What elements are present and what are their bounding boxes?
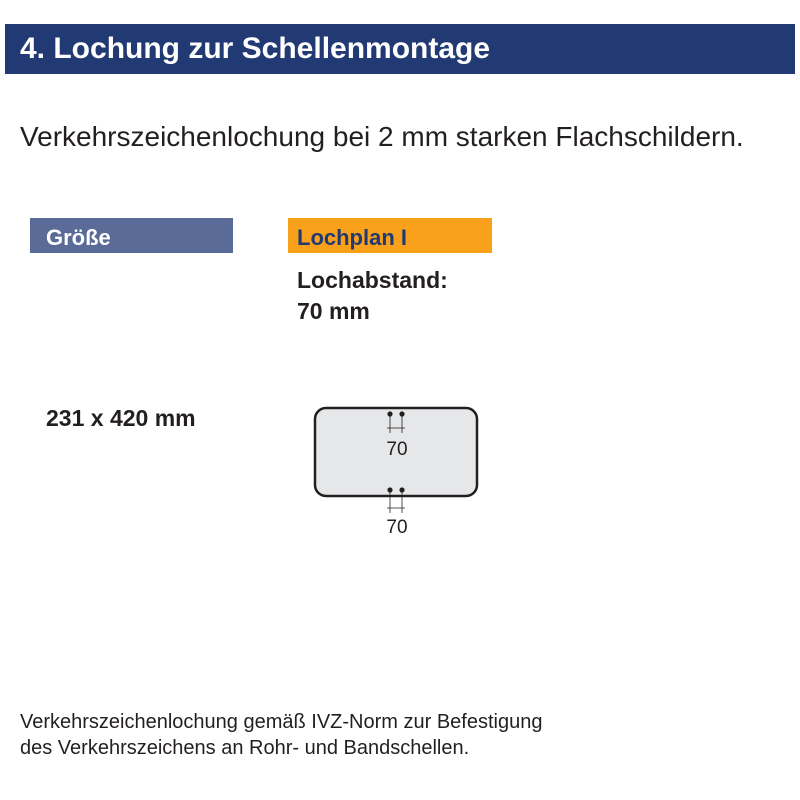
footer-note: [20, 709, 542, 761]
subtitle: Verkehrszeichenlochung bei 2 mm starken Flachschildern.: [20, 121, 744, 152]
top-dimension-label: 70: [386, 439, 408, 460]
hole-plan-drawing: [300, 395, 500, 545]
footer-line-1: Verkehrszeichenlochung gemäß IVZ-Norm zur Befestigung: [20, 711, 543, 733]
hole-spacing-value: 70 mm: [297, 298, 370, 324]
footer-line-2: des Verkehrszeichens an Rohr- und Bandschellen.: [20, 737, 470, 759]
bottom-right-hole: [399, 487, 404, 492]
top-left-hole: [387, 411, 392, 416]
size-column-header-label: Größe: [46, 225, 111, 250]
bottom-dimension-label: 70: [386, 517, 408, 538]
top-right-hole: [399, 411, 404, 416]
hole-spacing-label: [297, 265, 448, 327]
hole-spacing-title: Lochabstand:: [297, 267, 448, 293]
plan-column-header-label: Lochplan I: [297, 225, 407, 250]
sign-size-value: 231 x 420 mm: [46, 405, 196, 431]
page-title: 4. Lochung zur Schellenmontage: [20, 32, 491, 65]
bottom-left-hole: [387, 487, 392, 492]
